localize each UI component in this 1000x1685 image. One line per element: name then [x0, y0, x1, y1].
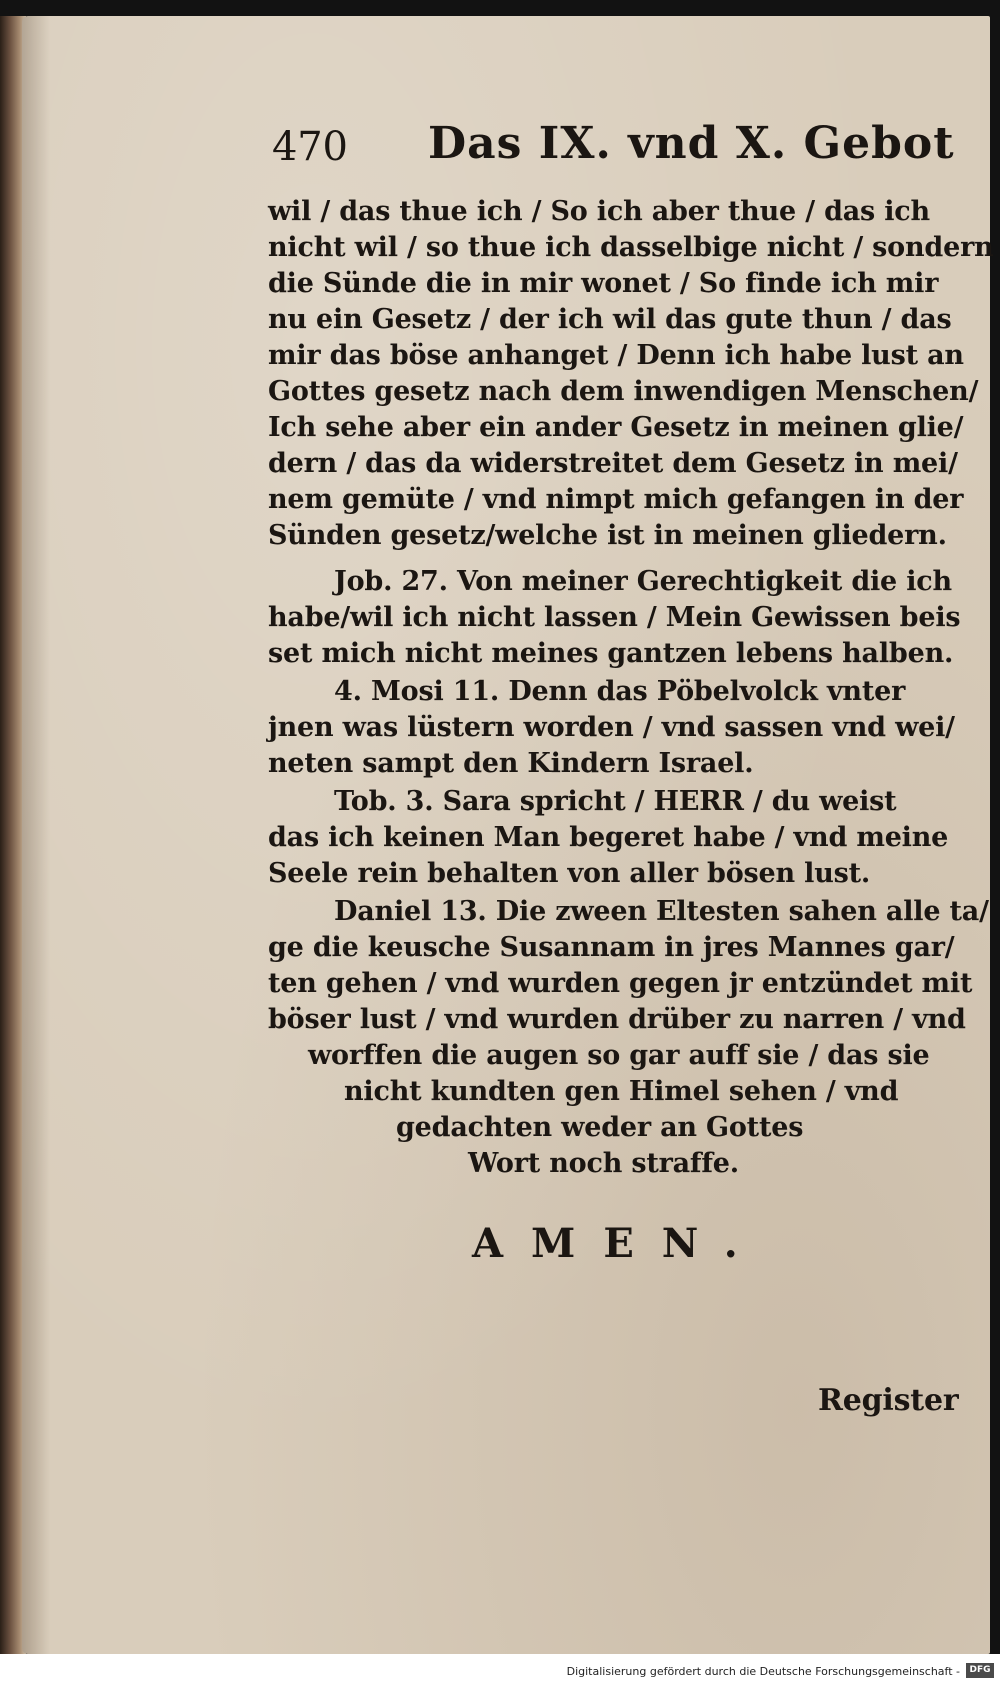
text-line: Job. 27. Von meiner Gerechtigkeit die ich [334, 566, 952, 597]
text-line: neten sampt den Kindern Israel. [268, 748, 754, 779]
text-line: Seele rein behalten von aller bösen lust. [268, 858, 871, 889]
catchword: Register [818, 1383, 959, 1418]
text-line: ge die keusche Susannam in jres Mannes gar/ [268, 932, 955, 963]
text-line: set mich nicht meines gantzen lebens halben. [268, 638, 954, 669]
text-line: ten gehen / vnd wurden gegen jr entzündet mit [268, 968, 973, 999]
text-line: 4. Mosi 11. Denn das Pöbelvolck vnter [334, 676, 906, 707]
text-line: dern / das da widerstreitet dem Gesetz in mei/ [268, 448, 958, 479]
text-line: böser lust / vnd wurden drüber zu narren / vnd [268, 1004, 966, 1035]
dfg-logo-icon: DFG [966, 1663, 994, 1678]
text-line: mir das böse anhanget / Denn ich habe lust an [268, 340, 964, 371]
text-line: habe/wil ich nicht lassen / Mein Gewissen beis [268, 602, 961, 633]
text-line: Wort noch straffe. [468, 1148, 739, 1179]
running-head: Das IX. vnd X. Gebot [428, 118, 955, 169]
text-line: wil / das thue ich / So ich aber thue / das ich [268, 196, 930, 227]
text-line: Tob. 3. Sara spricht / HERR / du weist [334, 786, 897, 817]
text-line: jnen was lüstern worden / vnd sassen vnd wei/ [268, 712, 955, 743]
text-line: das ich keinen Man begeret habe / vnd meine [268, 822, 949, 853]
text-line: worffen die augen so gar auff sie / das sie [308, 1040, 930, 1071]
text-line: nicht wil / so thue ich dasselbige nicht / sondern [268, 232, 994, 263]
text-line: Gottes gesetz nach dem inwendigen Menschen/ [268, 376, 979, 407]
text-line: Ich sehe aber ein ander Gesetz in meinen glie/ [268, 412, 964, 443]
text-line: nu ein Gesetz / der ich wil das gute thun / das [268, 304, 952, 335]
page-number: 470 [272, 124, 348, 170]
text-line: nem gemüte / vnd nimpt mich gefangen in der [268, 484, 964, 515]
text-line: Sünden gesetz/welche ist in meinen gliedern. [268, 520, 947, 551]
text-line: nicht kundten gen Himel sehen / vnd [344, 1076, 899, 1107]
closing-amen: AMEN. [472, 1220, 766, 1267]
text-line: Daniel 13. Die zween Eltesten sahen alle ta/ [334, 896, 989, 927]
digitization-credit: Digitalisierung gefördert durch die Deutsche Forschungsgemeinschaft - [566, 1665, 960, 1678]
text-line: die Sünde die in mir wonet / So finde ich mir [268, 268, 939, 299]
text-line: gedachten weder an Gottes [396, 1112, 804, 1143]
